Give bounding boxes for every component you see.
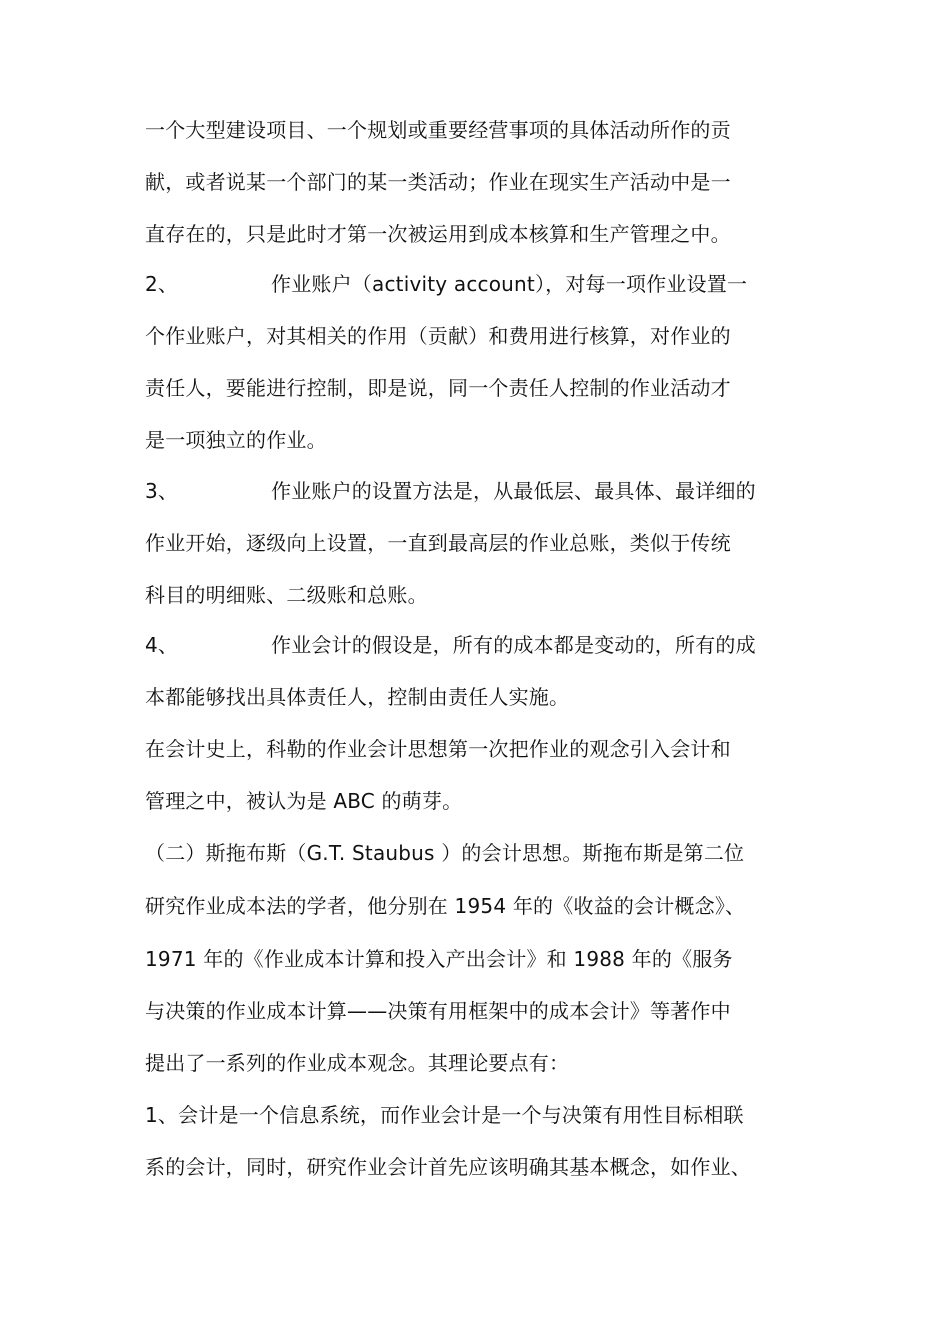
item-number: 4、 [145, 633, 179, 657]
text-line: 1、会计是一个信息系统，而作业会计是一个与决策有用性目标相联 [145, 1103, 744, 1127]
text-line: （二）斯拖布斯（G.T. Staubus ）的会计思想。斯拖布斯是第二位 [145, 841, 745, 865]
text-line: 是一项独立的作业。 [145, 428, 327, 452]
text-line: 在会计史上，科勒的作业会计思想第一次把作业的观念引入会计和 [145, 737, 731, 761]
text-line: 1971 年的《作业成本计算和投入产出会计》和 1988 年的《服务 [145, 947, 733, 971]
text-line: 科目的明细账、二级账和总账。 [145, 583, 428, 607]
numbered-item [145, 270, 845, 298]
text-line: 献，或者说某一个部门的某一类活动；作业在现实生产活动中是一 [145, 170, 731, 194]
item-text: 作业会计的假设是，所有的成本都是变动的，所有的成 [271, 633, 756, 657]
item-number: 2、 [145, 272, 179, 296]
text-line: 一个大型建设项目、一个规划或重要经营事项的具体活动所作的贡 [145, 118, 731, 142]
numbered-item [145, 631, 845, 659]
item-text: 作业账户的设置方法是，从最低层、最具体、最详细的 [271, 479, 756, 503]
text-line: 直存在的，只是此时才第一次被运用到成本核算和生产管理之中。 [145, 222, 731, 246]
text-line: 提出了一系列的作业成本观念。其理论要点有： [145, 1051, 570, 1075]
text-line: 研究作业成本法的学者，他分别在 1954 年的《收益的会计概念》、 [145, 894, 746, 918]
text-line: 个作业账户，对其相关的作用（贡献）和费用进行核算，对作业的 [145, 324, 731, 348]
text-line: 作业开始，逐级向上设置，一直到最高层的作业总账，类似于传统 [145, 531, 731, 555]
item-text: 作业账户（activity account），对每一项作业设置一 [271, 272, 748, 296]
text-line: 本都能够找出具体责任人，控制由责任人实施。 [145, 685, 570, 709]
text-line: 与决策的作业成本计算——决策有用框架中的成本会计》等著作中 [145, 999, 731, 1023]
numbered-item [145, 477, 845, 505]
text-line: 责任人，要能进行控制，即是说，同一个责任人控制的作业活动才 [145, 376, 731, 400]
text-line: 管理之中，被认为是 ABC 的萌芽。 [145, 789, 463, 813]
text-line: 系的会计，同时，研究作业会计首先应该明确其基本概念，如作业、 [145, 1155, 751, 1179]
item-number: 3、 [145, 479, 179, 503]
